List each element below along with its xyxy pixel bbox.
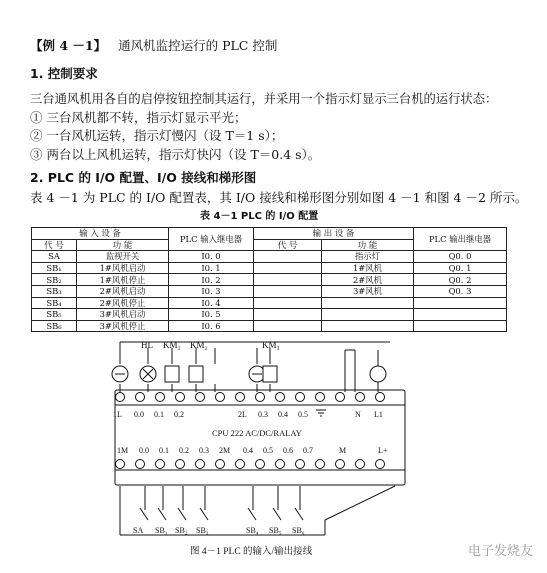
terminal-label: L+ — [378, 446, 388, 455]
terminal-label: 2M — [219, 446, 231, 455]
table-cell: 3#风机停止 — [77, 320, 169, 332]
terminal-label: 1L — [113, 410, 122, 419]
input-relay-header: PLC 输入继电器 — [169, 228, 254, 251]
table-row — [32, 320, 507, 332]
table-cell: I0. 3 — [169, 285, 254, 297]
example-heading — [30, 38, 277, 54]
example-title: 通风机监控运行的 PLC 控制 — [118, 38, 278, 53]
top-terminal-screws — [116, 393, 385, 402]
table-caption: 表 4－1 PLC 的 I/O 配置 — [200, 211, 319, 222]
terminal-label: 0.1 — [154, 410, 164, 419]
input-label: SB₅ — [269, 526, 282, 535]
table-cell — [254, 297, 322, 309]
load-label: KM₂ — [190, 340, 208, 350]
terminal-label: 0.3 — [199, 446, 209, 455]
section2-line: 表 4 －1 为 PLC 的 I/O 配置表，其 I/O 接线和梯形图分别如图 4 －1 和图 4 －2 所示。 — [30, 190, 528, 205]
table-cell: I0. 0 — [169, 251, 254, 263]
table-cell: SB₅ — [32, 309, 77, 321]
table-header-row-1 — [32, 228, 507, 240]
table-row — [32, 251, 507, 263]
table-cell: SA — [32, 251, 77, 263]
terminal-label: 2L — [238, 410, 247, 419]
table-cell: Q0. 1 — [414, 262, 507, 274]
plc-wiring-diagram — [0, 340, 547, 573]
ac-source-icon — [370, 366, 386, 382]
table-cell — [322, 309, 414, 321]
input-label: SB₄ — [246, 526, 259, 535]
terminal-label: 0.1 — [159, 446, 169, 455]
section1-line-1: 三台通风机用各自的启停按钮控制其运行，并采用一个指示灯显示三台机的运行状态： — [30, 92, 498, 106]
table-cell — [254, 320, 322, 332]
table-cell — [254, 251, 322, 263]
table-cell — [254, 309, 322, 321]
table-cell: SB₁ — [32, 262, 77, 274]
terminal-label: 0.4 — [278, 410, 288, 419]
terminal-label: N — [355, 410, 361, 419]
table-row — [32, 262, 507, 274]
table-cell: Q0. 0 — [414, 251, 507, 263]
table-cell — [254, 274, 322, 286]
table-cell: SB₄ — [32, 297, 77, 309]
table-cell — [414, 309, 507, 321]
table-cell: 3#风机 — [322, 285, 414, 297]
input-label: SB₂ — [175, 526, 188, 535]
terminal-label: L1 — [374, 410, 383, 419]
terminal-label: 0.0 — [139, 446, 149, 455]
io-config-table — [31, 227, 507, 332]
bottom-terminal-screws — [116, 460, 385, 469]
table-row — [32, 285, 507, 297]
load-label: KM₁ — [163, 340, 181, 350]
table-cell: 1#风机启动 — [77, 262, 169, 274]
example-tag: 【例 4 －1】 — [30, 38, 107, 53]
figure-caption: 图 4－1 PLC 的输入/输出接线 — [190, 547, 313, 557]
relay-coil-icon — [263, 366, 277, 382]
load-label: KM₃ — [262, 340, 280, 350]
table-cell: I0. 2 — [169, 274, 254, 286]
table-cell: 2#风机 — [322, 274, 414, 286]
input-label: SB₁ — [155, 526, 168, 535]
table-cell: 1#风机停止 — [77, 274, 169, 286]
section2-heading: 2. PLC 的 I/O 配置、I/O 接线和梯形图 — [30, 170, 257, 185]
terminal-label: 1M — [117, 446, 129, 455]
table-cell: 3#风机启动 — [77, 309, 169, 321]
input-label: SA — [133, 526, 144, 535]
table-row — [32, 309, 507, 321]
terminal-label: M — [339, 446, 347, 455]
table-cell: Q0. 2 — [414, 274, 507, 286]
output-group-header: 输 出 设 备 — [254, 228, 414, 240]
section1-heading: 1. 控制要求 — [30, 66, 98, 81]
output-code-header: 代 号 — [254, 239, 322, 251]
terminal-label: 0.2 — [174, 410, 184, 419]
table-cell — [254, 262, 322, 274]
relay-coil-icon — [189, 366, 203, 382]
relay-coil-icon — [165, 366, 179, 382]
load-label: HL — [141, 340, 153, 350]
table-row — [32, 297, 507, 309]
input-label: SB₆ — [292, 526, 305, 535]
table-cell: 监视开关 — [77, 251, 169, 263]
table-cell: 指示灯 — [322, 251, 414, 263]
watermark: 电子发烧友 — [467, 544, 533, 559]
table-cell: I0. 4 — [169, 297, 254, 309]
table-cell: Q0. 3 — [414, 285, 507, 297]
ground-icon — [316, 410, 326, 416]
section1-line-4: ③ 两台以上风机运转，指示灯快闪（设 T＝0.4 s）。 — [30, 147, 321, 162]
table-cell: I0. 5 — [169, 309, 254, 321]
output-relay-header: PLC 输出继电器 — [414, 228, 507, 251]
input-code-header: 代 号 — [32, 239, 77, 251]
terminal-label: 0.2 — [179, 446, 189, 455]
input-label: SB₃ — [196, 526, 209, 535]
table-cell — [322, 320, 414, 332]
section1-line-2: ① 三台风机都不转，指示灯显示平光； — [30, 110, 247, 125]
table-cell: 2#风机停止 — [77, 297, 169, 309]
terminal-label: 0.5 — [263, 446, 273, 455]
terminal-label: 0.0 — [134, 410, 144, 419]
table-cell: SB₂ — [32, 274, 77, 286]
table-cell: I0. 1 — [169, 262, 254, 274]
terminal-label: 0.7 — [303, 446, 313, 455]
table-cell: SB₃ — [32, 285, 77, 297]
output-function-header: 功 能 — [322, 239, 414, 251]
table-cell: 1#风机 — [322, 262, 414, 274]
terminal-label: 0.4 — [243, 446, 253, 455]
input-function-header: 功 能 — [77, 239, 169, 251]
table-cell — [254, 285, 322, 297]
table-cell — [414, 320, 507, 332]
terminal-label: 0.6 — [283, 446, 293, 455]
terminal-label: 0.5 — [298, 410, 308, 419]
table-cell — [322, 297, 414, 309]
table-row — [32, 274, 507, 286]
cpu-label: CPU 222 AC/DC/RALAY — [212, 428, 302, 438]
table-cell: I0. 6 — [169, 320, 254, 332]
section1-line-3: ② 一台风机运转，指示灯慢闪（设 T＝1 s）； — [30, 128, 284, 143]
table-cell — [414, 297, 507, 309]
terminal-label: 0.3 — [258, 410, 268, 419]
table-cell: 2#风机启动 — [77, 285, 169, 297]
table-cell: SB₆ — [32, 320, 77, 332]
input-group-header: 输 入 设 备 — [32, 228, 169, 240]
